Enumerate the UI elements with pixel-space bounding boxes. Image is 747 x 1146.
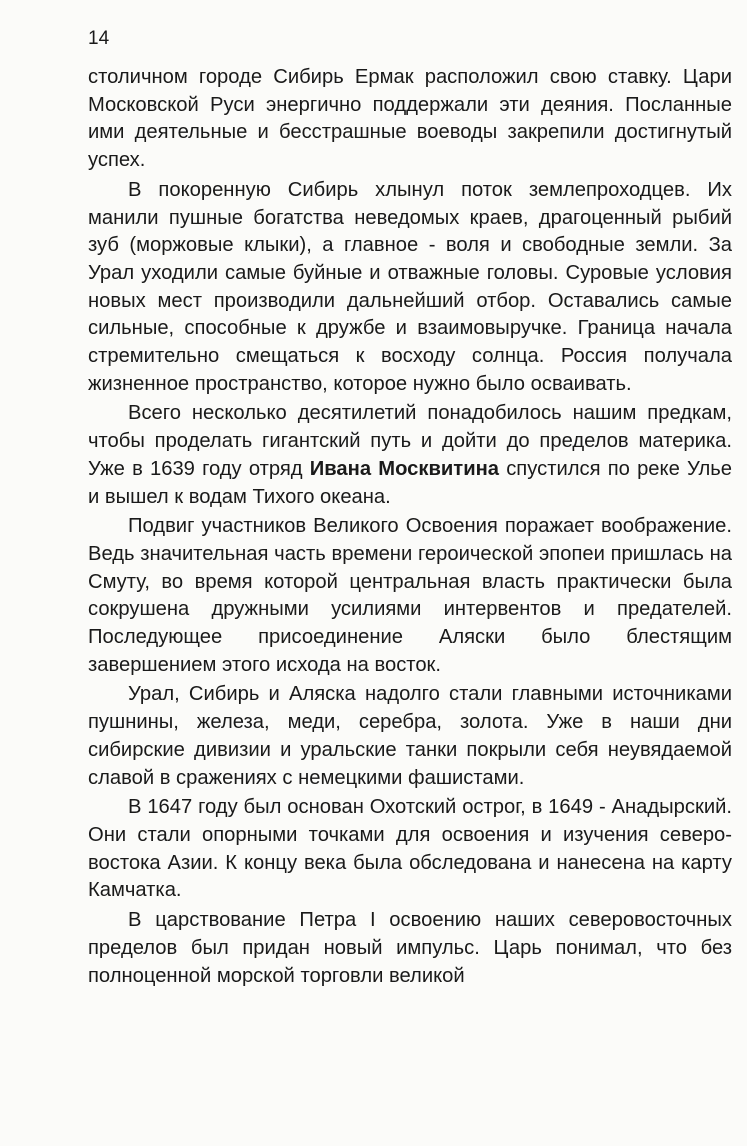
paragraph-7: В царствование Петра I освоению наших северовосточных пределов был придан новый импульс. Царь понимал, что без полноценной морской торговли великой (88, 909, 732, 987)
paragraph-2: В покоренную Сибирь хлынул поток землепроходцев. Их манили пушные богатства неведомых краев, драгоценный рыбий зуб (моржовые клыки), а главное - воля и свободные земли. За Урал уходили самые буйные и отважные головы. Суровые условия новых мест производили дальнейший отбор. Оставались самые сильные, способные к дружбе и взаимовыручке. Граница начала стремительно смещаться к восходу солнца. Россия получала жизненное пространство, которое нужно было осваивать. (88, 178, 732, 395)
bold-name-ivan-moskvitin: Ивана Москвитина (309, 457, 500, 480)
page-number: 14 (88, 28, 110, 49)
paragraph-4: Подвиг участников Великого Освоения поражает воображение. Ведь значительная часть времени героической эпопеи пришлась на Смуту, во время которой центральная власть практически была сокрушена дружными усилиями интервентов и предателей. Последующее присоединение Аляски было блестящим завершением этого исхода на восток. (88, 515, 732, 676)
body-text (88, 64, 732, 990)
paragraph-3-text-after: спустился по реке Улье и вышел к водам Тихого океана. (88, 457, 732, 508)
paragraph-3-text-before: Всего несколько десятилетий понадобилось нашим предкам, чтобы проделать гигантский путь и дойти до пределов материка. Уже в 1639 году отряд (88, 402, 732, 480)
paragraph-5: Урал, Сибирь и Аляска надолго стали главными источниками пушнины, железа, меди, серебра, золота. Уже в наши дни сибирские дивизии и уральские танки покрыли себя неувядаемой славой в сражениях с немецкими фашистами. (88, 683, 732, 789)
paragraph-1: столичном городе Сибирь Ермак расположил свою ставку. Цари Московской Руси энергично поддержали эти деяния. Посланные ими деятельные и бесстрашные воеводы закрепили достигнутый успех. (88, 66, 732, 172)
paragraph-3 (88, 400, 732, 511)
paragraph-6: В 1647 году был основан Охотский острог, в 1649 - Анадырский. Они стали опорными точками для освоения и изучения северо-востока Азии. К концу века была обследована и нанесена на карту Камчатка. (88, 796, 732, 902)
